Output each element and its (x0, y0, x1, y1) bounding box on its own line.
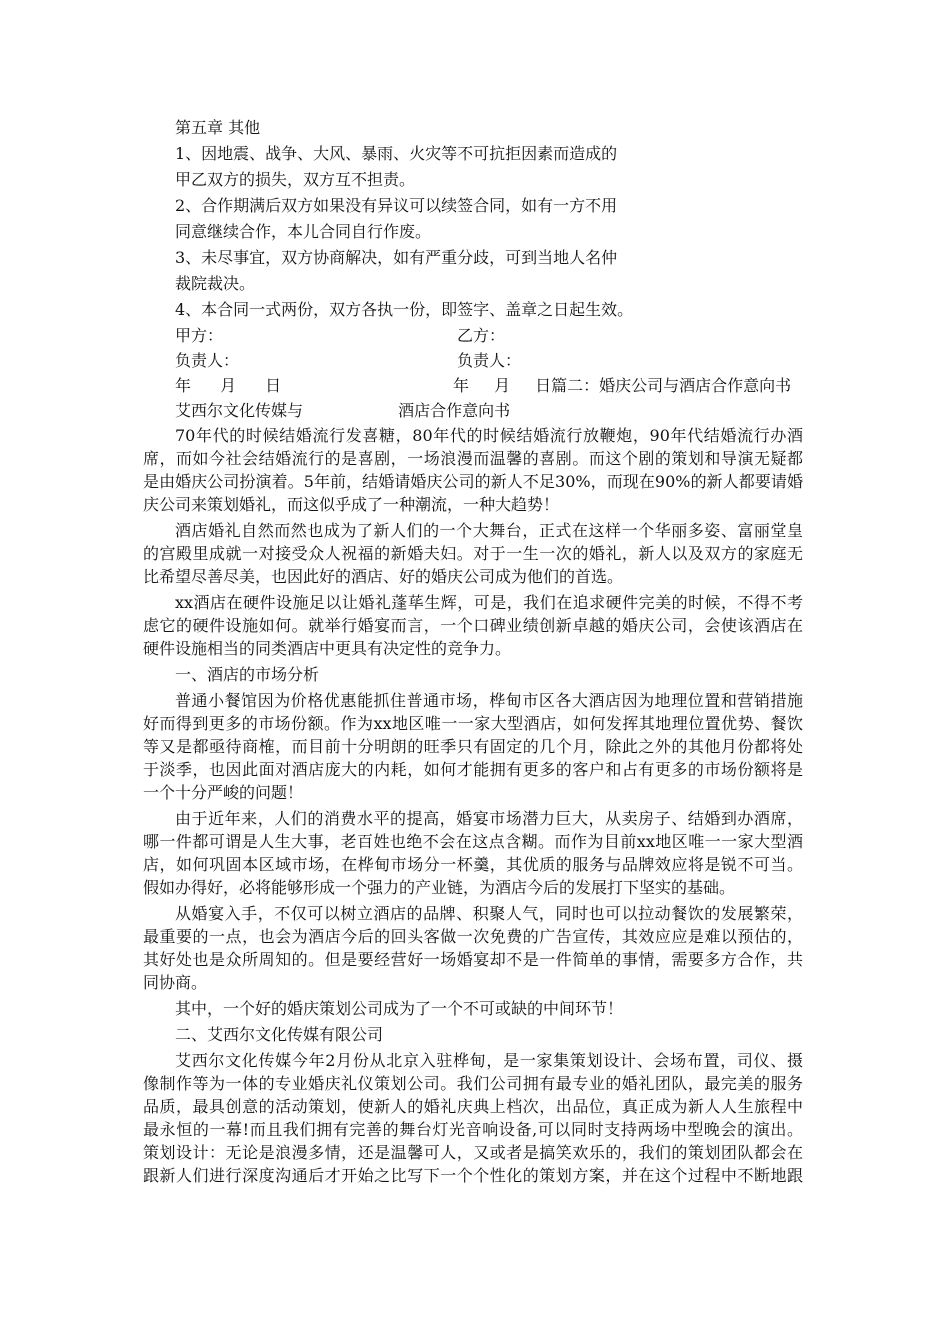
paragraph-1-line-2: 席，而如今社会结婚流行的是喜剧，一场浪漫而温馨的喜剧。而这个剧的策划和导演无疑都 (143, 449, 803, 468)
paragraph-6-line-1: 从婚宴入手，不仅可以树立酒店的品牌、积聚人气，同时也可以拉动餐饮的发展繁荣， (175, 904, 803, 923)
date-a-line: 年 月 日 (175, 376, 282, 395)
paragraph-5-line-2: 哪一件都可谓是人生大事，老百姓也绝不会在这点含糊。而作为目前xx地区唯一一家大型酒 (143, 832, 803, 851)
clause-2-line-2: 同意继续合作，本儿合同自行作废。 (175, 222, 432, 241)
representative-b-label: 负责人： (457, 351, 522, 370)
paragraph-2-line-3: 比希望尽善尽美，也因此好的酒店、好的婚庆公司成为他们的首选。 (143, 567, 624, 586)
paragraph-4-line-5: 一个十分严峻的问题！ (143, 783, 304, 802)
paragraph-9-line-1: 策划设计：无论是浪漫多情，还是温馨可人，又或者是搞笑欢乐的，我们的策划团队都会在 (143, 1143, 803, 1162)
date-b-and-part-two-title: 年 月 日篇二：婚庆公司与酒店合作意向书 (453, 376, 792, 395)
paragraph-5-line-4: 假如办得好，必将能够形成一个强力的产业链，为酒店今后的发展打下坚实的基础。 (143, 878, 736, 897)
paragraph-2-line-2: 的宫殿里成就一对接受众人祝福的新婚夫妇。对于一生一次的婚礼，新人以及双方的家庭无 (143, 544, 803, 563)
paragraph-3-line-1: xx酒店在硬件设施足以让婚礼蓬荜生辉，可是，我们在追求硬件完美的时候，不得不考 (175, 593, 803, 612)
paragraph-5-line-3: 店，如何巩固本区域市场，在桦甸市场分一杯羹，其优质的服务与品牌效应将是锐不可当。 (143, 855, 803, 874)
party-b-label: 乙方： (457, 326, 506, 345)
paragraph-5-line-1: 由于近年来，人们的消费水平的提高，婚宴市场潜力巨大，从卖房子、结婚到办酒席， (175, 809, 803, 828)
section-1-heading: 一、酒店的市场分析 (175, 665, 320, 684)
clause-3-line-2: 裁院裁决。 (175, 274, 256, 293)
paragraph-2-line-1: 酒店婚礼自然而然也成为了新人们的一个大舞台，正式在这样一个华丽多姿、富丽堂皇 (175, 521, 803, 540)
clause-1-line-2: 甲乙双方的损失，双方互不担责。 (175, 170, 416, 189)
paragraph-4-line-4: 于淡季，也因此面对酒店庞大的内耗，如何才能拥有更多的客户和占有更多的市场份额将是 (143, 760, 803, 779)
paragraph-1-line-3: 是由婚庆公司扮演着。5年前，结婚请婚庆公司的新人不足30%，而现在90%的新人都要请婚 (143, 472, 803, 491)
chapter-heading: 第五章 其他 (175, 118, 261, 137)
cooperation-letter-title: 艾西尔文化传媒与 酒店合作意向书 (175, 401, 511, 420)
paragraph-3-line-2: 虑它的硬件设施如何。就举行婚宴而言，一个口碑业绩创新卓越的婚庆公司，会使该酒店在 (143, 616, 803, 635)
paragraph-1-line-1: 70年代的时候结婚流行发喜糖，80年代的时候结婚流行放鞭炮，90年代结婚流行办酒 (175, 426, 803, 445)
paragraph-4-line-3: 等又是都亟待商榷，而目前十分明朗的旺季只有固定的几个月，除此之外的其他月份都将处 (143, 737, 803, 756)
clause-3-line-1: 3、未尽事宜，双方协商解决，如有严重分歧，可到当地人名仲 (175, 248, 618, 267)
paragraph-1-line-4: 庆公司来策划婚礼，而这似乎成了一种潮流，一种大趋势！ (143, 495, 560, 514)
party-a-label: 甲方： (175, 326, 224, 345)
paragraph-8-line-3: 品质，最具创意的活动策划，使新人的婚礼庆典上档次，出品位，真正成为新人人生旅程中 (143, 1097, 803, 1116)
paragraph-8-line-4: 最永恒的一幕!而且我们拥有完善的舞台灯光音响设备,可以同时支持两场中型晚会的演出。 (143, 1120, 803, 1139)
clause-2-line-1: 2、合作期满后双方如果没有异议可以续签合同，如有一方不用 (175, 196, 618, 215)
paragraph-8-line-1: 艾西尔文化传媒今年2月份从北京入驻桦甸，是一家集策划设计、会场布置，司仪、摄 (175, 1051, 803, 1070)
clause-1-line-1: 1、因地震、战争、大风、暴雨、火灾等不可抗拒因素而造成的 (175, 144, 618, 163)
section-2-heading: 二、艾西尔文化传媒有限公司 (175, 1025, 384, 1044)
paragraph-9-line-2: 跟新人们进行深度沟通后才开始之比写下一个个性化的策划方案，并在这个过程中不断地跟 (143, 1166, 803, 1185)
paragraph-8-line-2: 像制作等为一体的专业婚庆礼仪策划公司。我们公司拥有最专业的婚礼团队，最完美的服务 (143, 1074, 803, 1093)
paragraph-4-line-2: 好而得到更多的市场份额。作为xx地区唯一一家大型酒店，如何发挥其地理位置优势、餐饮 (143, 714, 803, 733)
representative-a-label: 负责人： (175, 351, 240, 370)
paragraph-6-line-3: 其好处也是众所周知的。但是要经营好一场婚宴却不是一件简单的事情，需要多方合作，共 (143, 950, 803, 969)
clause-4-line-1: 4、本合同一式两份，双方各执一份，即签字、盖章之日起生效。 (175, 300, 634, 319)
paragraph-3-line-3: 硬件设施相当的同类酒店中更具有决定性的竞争力。 (143, 639, 512, 658)
paragraph-4-line-1: 普通小餐馆因为价格优惠能抓住普通市场，桦甸市区各大酒店因为地理位置和营销措施 (175, 691, 803, 710)
paragraph-6-line-4: 同协商。 (143, 973, 208, 992)
paragraph-6-line-2: 最重要的一点，也会为酒店今后的回头客做一次免费的广告宣传，其效应应是难以预估的， (143, 927, 803, 946)
paragraph-7: 其中，一个好的婚庆策划公司成为了一个不可或缺的中间环节！ (175, 999, 624, 1018)
